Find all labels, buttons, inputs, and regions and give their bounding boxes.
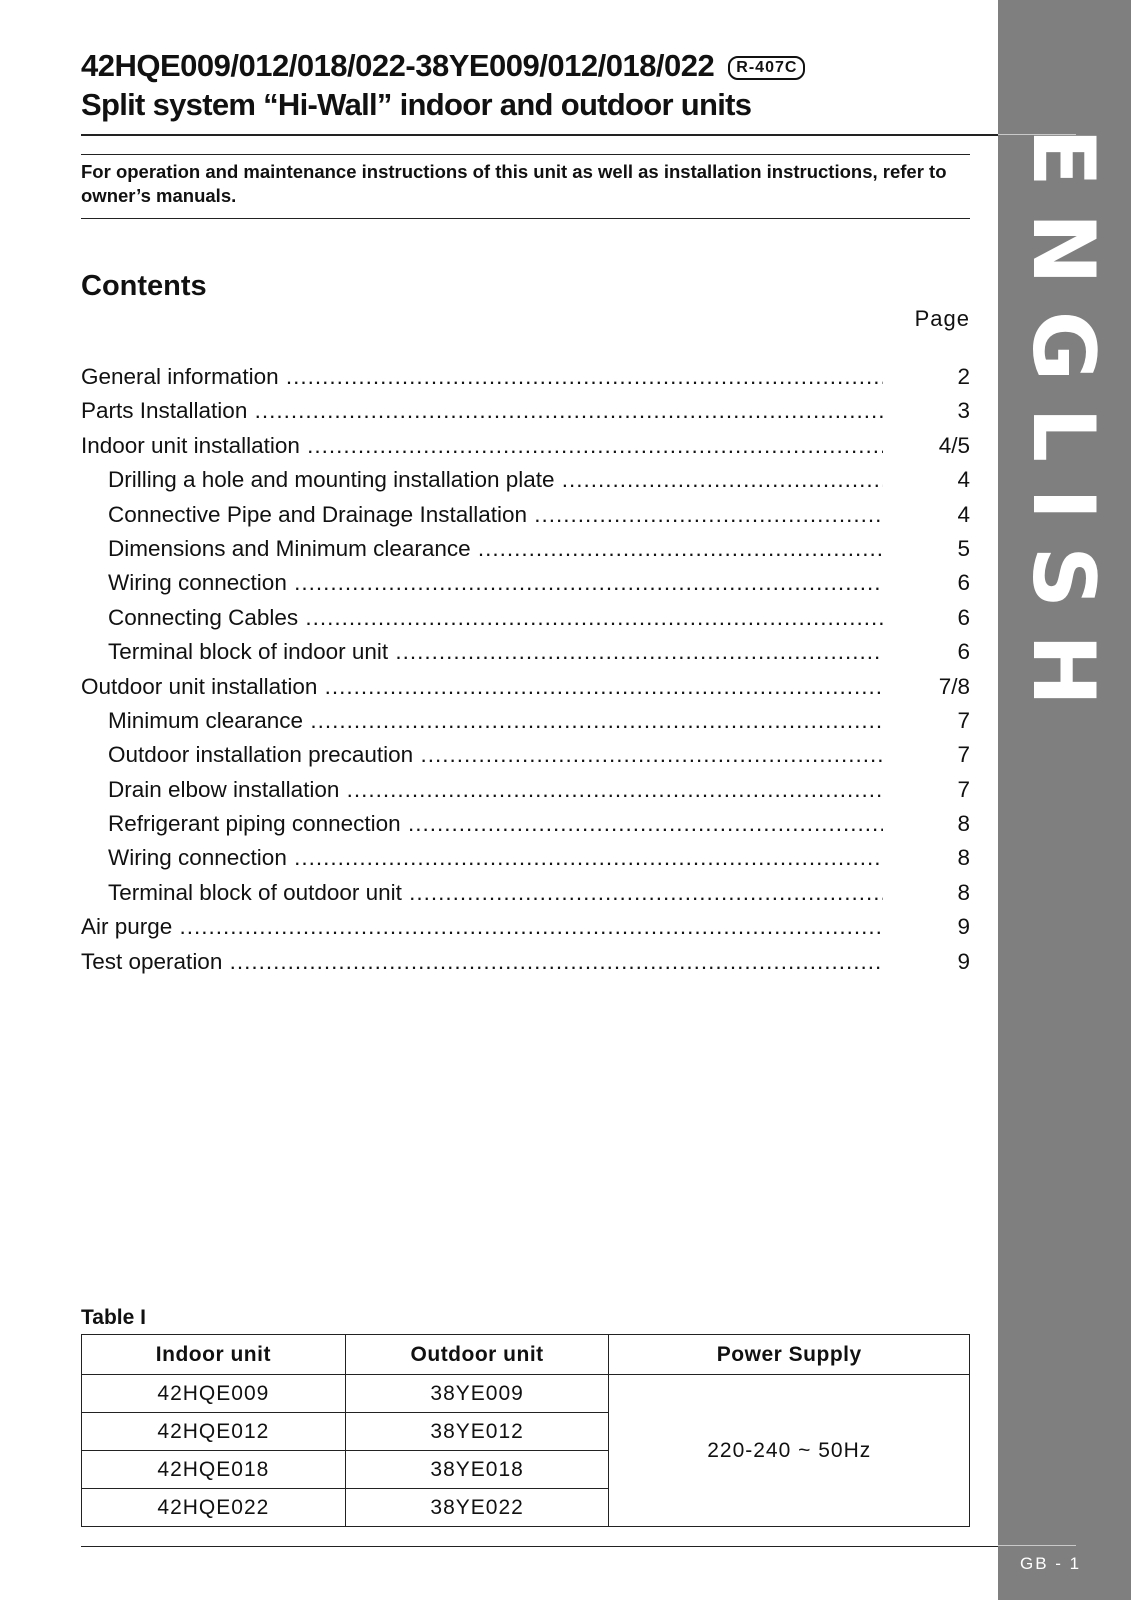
page-number: GB - 1 bbox=[1020, 1554, 1082, 1573]
toc-subentry[interactable] bbox=[81, 880, 970, 914]
header-outdoor-unit: Outdoor unit bbox=[345, 1335, 609, 1375]
page-column-heading: Page bbox=[914, 306, 970, 331]
toc-subentry[interactable] bbox=[81, 536, 970, 570]
toc-entry-title: Minimum clearance ..... bbox=[108, 708, 883, 734]
toc-entry-page: 3 bbox=[957, 398, 970, 424]
toc-entry-title: Parts Installation ..... bbox=[81, 398, 883, 424]
indoor-unit-cell: 42HQE012 bbox=[82, 1413, 346, 1451]
toc-entry[interactable] bbox=[81, 398, 970, 432]
toc-entry-title: Dimensions and Minimum clearance ..... bbox=[108, 536, 883, 562]
outdoor-unit-cell: 38YE012 bbox=[345, 1413, 609, 1451]
toc-subentry[interactable] bbox=[81, 708, 970, 742]
toc-entry-title: Drain elbow installation ..... bbox=[108, 777, 883, 803]
unit-compatibility-table bbox=[81, 1334, 970, 1527]
indoor-unit-cell: 42HQE009 bbox=[82, 1375, 346, 1413]
toc-entry-page: 2 bbox=[957, 364, 970, 389]
toc-entry-title: Connecting Cables ..... bbox=[108, 605, 883, 631]
toc-entry-page: 8 bbox=[957, 811, 970, 837]
toc-subentry[interactable] bbox=[81, 605, 970, 639]
toc-entry-title: Terminal block of indoor unit ..... bbox=[108, 639, 883, 665]
toc-subentry[interactable] bbox=[81, 845, 970, 879]
note-bottom-rule bbox=[81, 218, 970, 219]
toc-entry-page: 7/8 bbox=[938, 673, 970, 699]
table-header-row bbox=[82, 1335, 970, 1375]
header-divider bbox=[81, 134, 998, 136]
toc-entry-title: Outdoor installation precaution ..... bbox=[108, 742, 883, 768]
table-row bbox=[82, 1375, 970, 1413]
owner-manual-note: For operation and maintenance instructions of this unit as well as installation instructions, refer to owner’s manuals. bbox=[81, 161, 947, 206]
toc-subentry[interactable] bbox=[81, 467, 970, 501]
toc-entry-page: 4 bbox=[957, 501, 970, 527]
toc-subentry[interactable] bbox=[81, 639, 970, 673]
header-power-supply: Power Supply bbox=[609, 1335, 970, 1375]
toc-entry-page: 8 bbox=[957, 879, 970, 905]
toc-entry-page: 4 bbox=[957, 467, 970, 493]
toc-entry[interactable] bbox=[81, 364, 970, 398]
toc-entry-title: Outdoor unit installation ..... bbox=[81, 674, 883, 700]
toc-entry-title: Terminal block of outdoor unit ..... bbox=[108, 880, 883, 906]
toc-entry-page: 6 bbox=[957, 570, 970, 596]
toc-entry-title: Drilling a hole and mounting installation plate ..... bbox=[108, 467, 883, 493]
toc-entry-title: Wiring connection ..... bbox=[108, 845, 883, 871]
document-subtitle: Split system “Hi-Wall” indoor and outdoor units bbox=[81, 87, 752, 122]
toc-entry-page: 9 bbox=[957, 948, 970, 974]
toc-entry-page: 8 bbox=[957, 845, 970, 871]
toc-entry-title: Indoor unit installation ..... bbox=[81, 433, 883, 459]
model-line: 42HQE009/012/018/022-38YE009/012/018/022 bbox=[81, 48, 715, 83]
language-label-container bbox=[1000, 127, 1125, 733]
footer-rule bbox=[81, 1546, 998, 1547]
table-caption: Table I bbox=[81, 1306, 146, 1329]
refrigerant-badge: R-407C bbox=[728, 56, 805, 80]
toc-entry-title: Air purge ..... bbox=[81, 914, 883, 940]
toc-entry-page: 7 bbox=[957, 707, 970, 733]
outdoor-unit-cell: 38YE009 bbox=[345, 1375, 609, 1413]
power-supply-cell: 220-240 ~ 50Hz bbox=[609, 1375, 970, 1527]
toc-subentry[interactable] bbox=[81, 502, 970, 536]
toc-entry-title: Connective Pipe and Drainage Installation ..... bbox=[108, 502, 883, 528]
indoor-unit-cell: 42HQE018 bbox=[82, 1451, 346, 1489]
toc-subentry[interactable] bbox=[81, 811, 970, 845]
toc-entry-page: 6 bbox=[957, 639, 970, 665]
toc-subentry[interactable] bbox=[81, 777, 970, 811]
table-of-contents bbox=[81, 364, 970, 983]
toc-subentry[interactable] bbox=[81, 742, 970, 776]
toc-entry-title: Test operation ..... bbox=[81, 949, 883, 975]
header-indoor-unit: Indoor unit bbox=[82, 1335, 346, 1375]
outdoor-unit-cell: 38YE018 bbox=[345, 1451, 609, 1489]
toc-entry-page: 7 bbox=[957, 776, 970, 802]
toc-entry[interactable] bbox=[81, 949, 970, 983]
toc-entry-page: 6 bbox=[957, 604, 970, 630]
toc-entry-page: 5 bbox=[957, 535, 970, 561]
toc-entry[interactable] bbox=[81, 674, 970, 708]
toc-subentry[interactable] bbox=[81, 570, 970, 604]
sidebar-rule-bottom bbox=[998, 1545, 1076, 1546]
toc-entry-title: Wiring connection ..... bbox=[108, 570, 883, 596]
toc-entry-page: 4/5 bbox=[938, 432, 970, 458]
indoor-unit-cell: 42HQE022 bbox=[82, 1489, 346, 1527]
toc-entry-page: 9 bbox=[957, 914, 970, 940]
toc-entry[interactable] bbox=[81, 914, 970, 948]
language-label: ENGLISH bbox=[1012, 127, 1113, 733]
note-top-rule bbox=[81, 154, 970, 155]
outdoor-unit-cell: 38YE022 bbox=[345, 1489, 609, 1527]
model-title bbox=[81, 48, 805, 84]
toc-entry[interactable] bbox=[81, 433, 970, 467]
contents-heading: Contents bbox=[81, 270, 207, 302]
toc-entry-title: General information ..... bbox=[81, 364, 883, 390]
toc-entry-page: 7 bbox=[957, 742, 970, 768]
toc-entry-title: Refrigerant piping connection ..... bbox=[108, 811, 883, 837]
